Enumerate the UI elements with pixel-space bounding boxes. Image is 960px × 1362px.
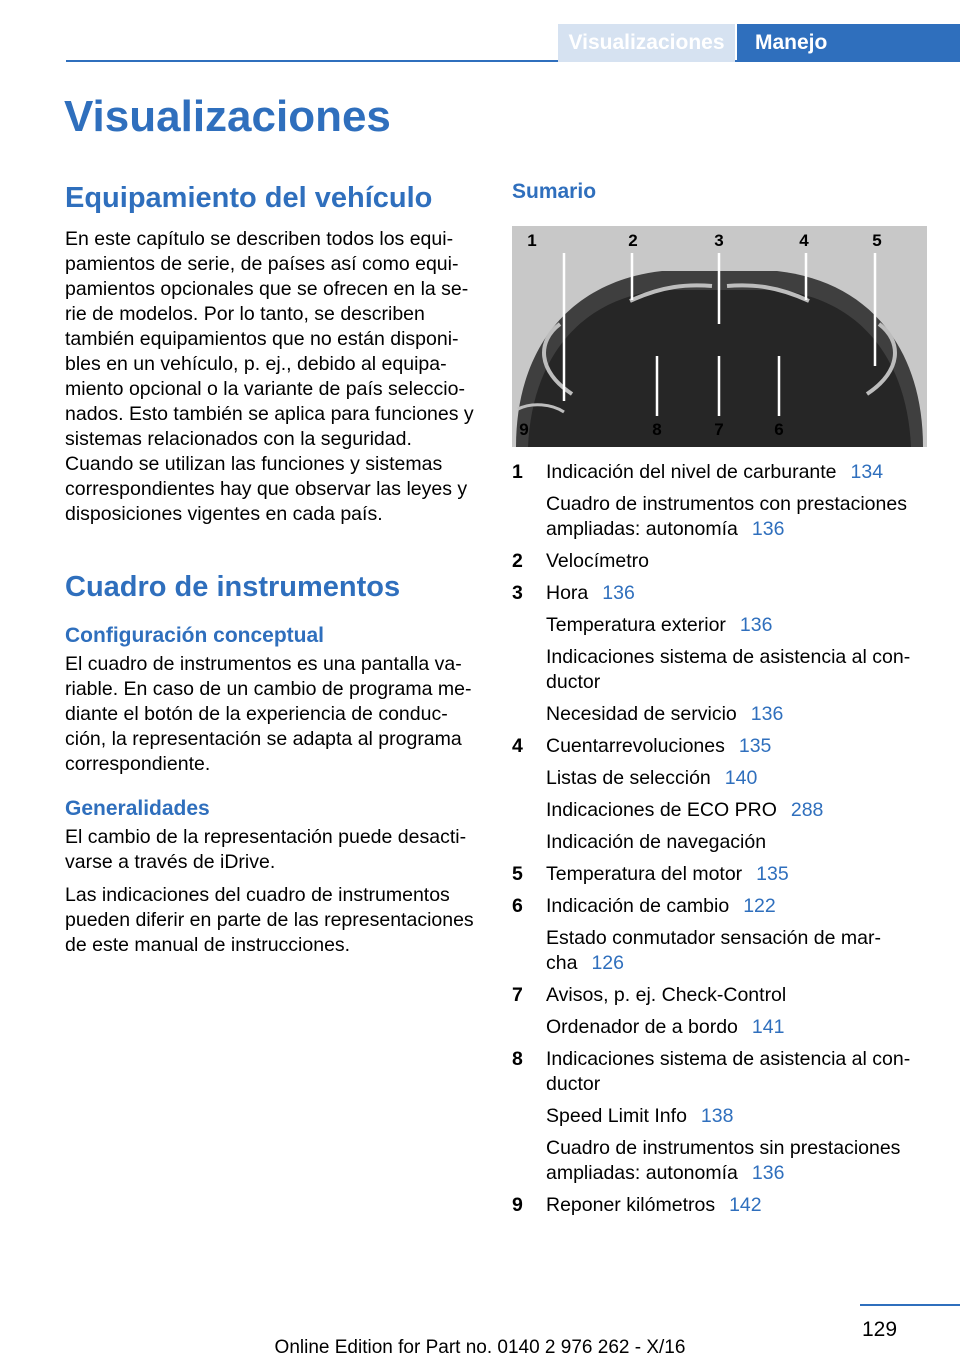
legend-entry bbox=[546, 492, 942, 542]
legend-item-number: 9 bbox=[512, 1194, 523, 1216]
legend-entry-text: Reponer kilómetros bbox=[546, 1194, 716, 1216]
legend-item-number: 3 bbox=[512, 582, 523, 604]
legend-item-number: 4 bbox=[512, 735, 523, 757]
footer-rule bbox=[860, 1304, 960, 1306]
legend-entry bbox=[546, 549, 942, 574]
legend-item-number: 8 bbox=[512, 1048, 523, 1070]
legend-entry bbox=[546, 1015, 942, 1040]
edition-footer: Online Edition for Part no. 0140 2 976 262 - X/16 bbox=[274, 1337, 686, 1358]
legend-entry-text: Indicaciones sistema de asistencia al conductor bbox=[546, 1048, 911, 1095]
legend-item-number: 5 bbox=[512, 863, 523, 885]
legend-entry bbox=[546, 926, 942, 976]
paragraph-equipamiento: En este capítulo se describen todos los equipamientos de serie, de países así como equipamientos opcionales que se ofrecen en la serie de modelos. Por lo tanto, se describen también equipamientos que no están disponibles en un vehículo, p. ej., debido al equipamiento opcional o la variante de país seleccionados. Esto también se aplica para funciones y sistemas relacionados con la seguridad. Cuando se utilizan las funciones y sistemas correspondientes hay que observar las leyes y disposiciones vigentes en cada país. bbox=[65, 228, 474, 525]
page-reference-link[interactable]: 142 bbox=[729, 1194, 762, 1216]
legend-item-entries bbox=[546, 581, 942, 734]
legend-entry bbox=[546, 798, 942, 823]
legend-entry-text: Necesidad de servicio bbox=[546, 703, 737, 725]
page-reference-link[interactable]: 135 bbox=[756, 863, 789, 885]
tab-visualizaciones[interactable]: Visualizaciones bbox=[558, 24, 735, 62]
page-reference-link[interactable]: 122 bbox=[743, 895, 776, 917]
legend-item-entries bbox=[546, 983, 942, 1047]
legend-item-entries bbox=[546, 1047, 942, 1193]
paragraph-generalidades-2: Las indicaciones del cuadro de instrumentos pueden diferir en parte de las representaciones de este manual de instrucciones. bbox=[65, 884, 474, 956]
legend-entry-text: Velocímetro bbox=[546, 550, 649, 572]
legend-item bbox=[512, 1193, 942, 1225]
page-reference-link[interactable]: 126 bbox=[591, 952, 624, 974]
heading-configuracion: Configuración conceptual bbox=[65, 624, 325, 647]
heading-cuadro-instrumentos: Cuadro de instrumentos bbox=[65, 571, 401, 603]
legend-entry-text: Cuadro de instrumentos con prestaciones ampliadas: autonomía bbox=[546, 493, 907, 540]
legend-entry-text: Ordenador de a bordo bbox=[546, 1016, 738, 1038]
callout-7: 7 bbox=[714, 420, 724, 439]
legend-entry bbox=[546, 1047, 942, 1097]
legend-entry bbox=[546, 862, 942, 887]
legend-entry-text: Indicaciones sistema de asistencia al conductor bbox=[546, 646, 911, 693]
legend-entry bbox=[546, 645, 942, 695]
page-reference-link[interactable]: 141 bbox=[751, 1016, 785, 1038]
legend-entry bbox=[546, 460, 942, 485]
legend-item bbox=[512, 581, 942, 734]
legend-item-entries bbox=[546, 894, 942, 983]
legend-entry-text: Hora bbox=[546, 582, 589, 604]
page-reference-link[interactable]: 136 bbox=[602, 582, 635, 604]
legend-item-entries bbox=[546, 460, 942, 549]
legend-item bbox=[512, 734, 942, 862]
paragraph-configuracion: El cuadro de instrumentos es una pantalla variable. En caso de un cambio de programa mediante el botón de la experiencia de conducción, la representación se adapta al programa correspondiente. bbox=[65, 653, 472, 775]
legend-entry bbox=[546, 1104, 942, 1129]
legend-item-entries bbox=[546, 549, 942, 581]
paragraph-generalidades-1: El cambio de la representación puede desactivarse a través de iDrive. bbox=[65, 826, 467, 873]
page-reference-link[interactable]: 136 bbox=[750, 703, 784, 725]
legend-entry-text: Avisos, p. ej. Check-Control bbox=[546, 984, 787, 1006]
legend-item-entries bbox=[546, 734, 942, 862]
callout-5: 5 bbox=[872, 231, 882, 250]
heading-equipamiento: Equipamiento del vehículo bbox=[65, 182, 433, 214]
legend-entry-text: Temperatura del motor bbox=[546, 863, 743, 885]
callout-8: 8 bbox=[652, 420, 662, 439]
legend-entry bbox=[546, 702, 942, 727]
legend-entry bbox=[546, 734, 942, 759]
legend-entry-text: Speed Limit Info bbox=[546, 1105, 687, 1127]
legend-item-number: 1 bbox=[512, 461, 523, 483]
callout-3: 3 bbox=[714, 231, 724, 250]
legend-entry bbox=[546, 1136, 942, 1186]
heading-generalidades: Generalidades bbox=[65, 797, 210, 820]
legend-entry-text: Indicaciones de ECO PRO bbox=[546, 799, 777, 821]
legend-entry bbox=[546, 894, 942, 919]
legend-entry-text: Listas de selección bbox=[546, 767, 711, 789]
legend-item bbox=[512, 460, 942, 549]
legend-item bbox=[512, 1047, 942, 1193]
left-column bbox=[65, 182, 480, 958]
page-reference-link[interactable]: 140 bbox=[724, 767, 758, 789]
page-title: Visualizaciones bbox=[64, 92, 391, 141]
legend-item-entries bbox=[546, 862, 942, 894]
legend-entry-text: Estado conmutador sensación de marcha bbox=[546, 927, 881, 974]
page-reference-link[interactable]: 136 bbox=[751, 1162, 785, 1184]
callout-1: 1 bbox=[527, 231, 537, 250]
legend-list bbox=[512, 460, 942, 1225]
page-reference-link[interactable]: 136 bbox=[751, 518, 785, 540]
legend-entry bbox=[546, 613, 942, 638]
legend-item-number: 2 bbox=[512, 550, 523, 572]
legend-item-entries bbox=[546, 1193, 942, 1225]
page-reference-link[interactable]: 136 bbox=[739, 614, 773, 636]
legend-entry bbox=[546, 830, 942, 855]
legend-item-number: 7 bbox=[512, 984, 523, 1006]
legend-entry-text: Indicación del nivel de carburante bbox=[546, 461, 837, 483]
legend-entry bbox=[546, 581, 942, 606]
legend-entry-text: Indicación de cambio bbox=[546, 895, 730, 917]
legend-entry-text: Temperatura exterior bbox=[546, 614, 726, 636]
callout-2: 2 bbox=[628, 231, 638, 250]
instrument-cluster-drawing bbox=[512, 226, 927, 447]
page-number: 129 bbox=[862, 1318, 898, 1341]
legend-item bbox=[512, 983, 942, 1047]
legend-item bbox=[512, 862, 942, 894]
heading-sumario: Sumario bbox=[512, 180, 597, 203]
callout-4: 4 bbox=[799, 231, 809, 250]
legend-entry-text: Indicación de navegación bbox=[546, 831, 767, 853]
legend-entry-text: Cuentarrevoluciones bbox=[546, 735, 725, 757]
page-reference-link[interactable]: 134 bbox=[850, 461, 884, 483]
legend-item bbox=[512, 549, 942, 581]
legend-entry bbox=[546, 1193, 942, 1218]
page-reference-link[interactable]: 138 bbox=[700, 1105, 734, 1127]
legend-entry bbox=[546, 983, 942, 1008]
tab-manejo[interactable]: Manejo bbox=[737, 24, 960, 62]
legend-entry-text: Cuadro de instrumentos sin prestaciones ampliadas: autonomía bbox=[546, 1137, 901, 1184]
legend-entry bbox=[546, 766, 942, 791]
legend-item bbox=[512, 894, 942, 983]
instrument-cluster-illustration bbox=[512, 226, 927, 447]
callout-9: 9 bbox=[519, 420, 529, 439]
callout-6: 6 bbox=[774, 420, 784, 439]
legend-item-number: 6 bbox=[512, 895, 523, 917]
page-reference-link[interactable]: 135 bbox=[738, 735, 772, 757]
page-reference-link[interactable]: 288 bbox=[790, 799, 824, 821]
right-column-header bbox=[512, 180, 952, 204]
